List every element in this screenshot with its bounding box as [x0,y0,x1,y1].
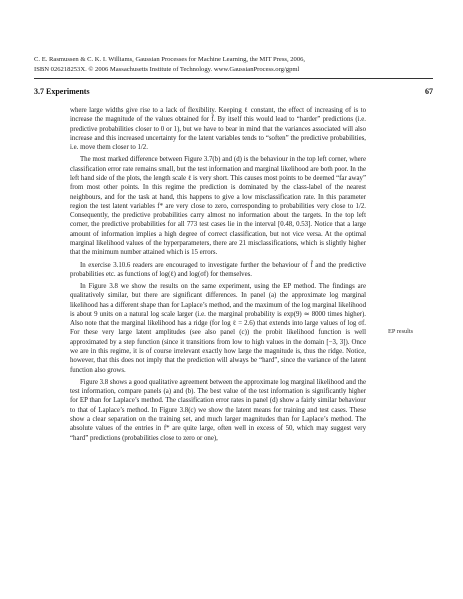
header-rule [34,78,433,79]
copyright-line-2: ISBN 026218253X. © 2006 Massachusetts Institute of Technology. www.GaussianProcess.org/gpml [34,65,300,73]
body-text [70,106,366,446]
paragraph: where large widths give rise to a lack of flexibility. Keeping ℓ constant, the effect of increasing σf is to increase the magnitude of the values obtained for f̂. By itself this would lead to “harder” predictions (i.e. predictive probabilities closer to 0 or 1), but we have to bear in mind that the variances associated will also increase and this increased uncertainty for the latent variables tends to “soften” the predictive probabilities, i.e. move them closer to 1/2. [70,107,366,152]
paragraph: In Figure 3.8 we show the results on the same experiment, using the EP method. The findings are qualitatively similar, but there are significant differences. In panel (a) the approximate log marginal likelihood has a different shape than for Laplace’s method, and the maximum of the log marginal likelihood is about 9 units on a natural log scale larger (i.e. the marginal probability is exp(9) ≃ 8000 times higher). Also note that the marginal likelihood has a ridge (for log ℓ = 2.6) that extends into large values of log σf. For these very large latent amplitudes (see also panel (c)) the probit likelihood function is well approximated by a step function (since it transitions from low to high values in the domain [−3, 3]). Once we are in this regime, it is of course irrelevant exactly how large the magnitude is, thus the ridge. Notice, however, that this does not imply that the prediction will always be “hard”, since the variance of the latent function also grows. [70,283,366,374]
copyright-line-1: C. E. Rasmussen & C. K. I. Williams, Gaussian Processes for Machine Learning, the MIT Press, 2006, [34,56,306,63]
section-title: 3.7 Experiments [34,87,90,96]
page-number: 67 [425,87,433,96]
margin-note: EP results [388,328,414,335]
paragraph: Figure 3.8 shows a good qualitative agreement between the approximate log marginal likelihood and the test information, compare panels (a) and (b). The best value of the test information is significantly higher for EP than for Laplace’s method. The classification error rates in panel (d) show a fairly similar behaviour to that of Laplace’s method. In Figure 3.8(c) we show the latent means for training and test cases. These show a clear separation on the training set, and much larger magnitudes than for Laplace’s method. The absolute values of the entries in f* are quite large, often well in excess of 50, which may suggest very “hard” predictions (probabilities close to zero or one), [70,378,366,442]
paragraph: In exercise 3.10.6 readers are encouraged to investigate further the behaviour of f̂ and the predictive probabilities etc. as functions of log(ℓ) and log(σf) for themselves. [70,261,366,278]
copyright-notice [34,55,434,74]
paragraph: The most marked difference between Figure 3.7(b) and (d) is the behaviour in the top left corner, where classification error rate remains small, but the test information and marginal likelihood are both poor. In the left hand side of the plots, the length scale ℓ is very short. This causes most points to be deemed “far away” from most other points. In this regime the prediction is dominated by the class-label of the nearest neighbours, and for the task at hand, this happens to give a low misclassification rate. In this parameter region the test latent variables f* are very close to zero, corresponding to probabilities very close to 1/2. Consequently, the predictive probabilities carry almost no information about the targets. In the top left corner, the predictive probabilities for all 773 test cases lie in the interval [0.48, 0.53]. Notice that a large amount of information implies a high degree of correct classification, but not vice versa. At the optimal marginal likelihood values of the hyperparameters, there are 21 misclassifications, which is slightly higher that the minimum number attained which is 15 errors. [70,156,366,257]
